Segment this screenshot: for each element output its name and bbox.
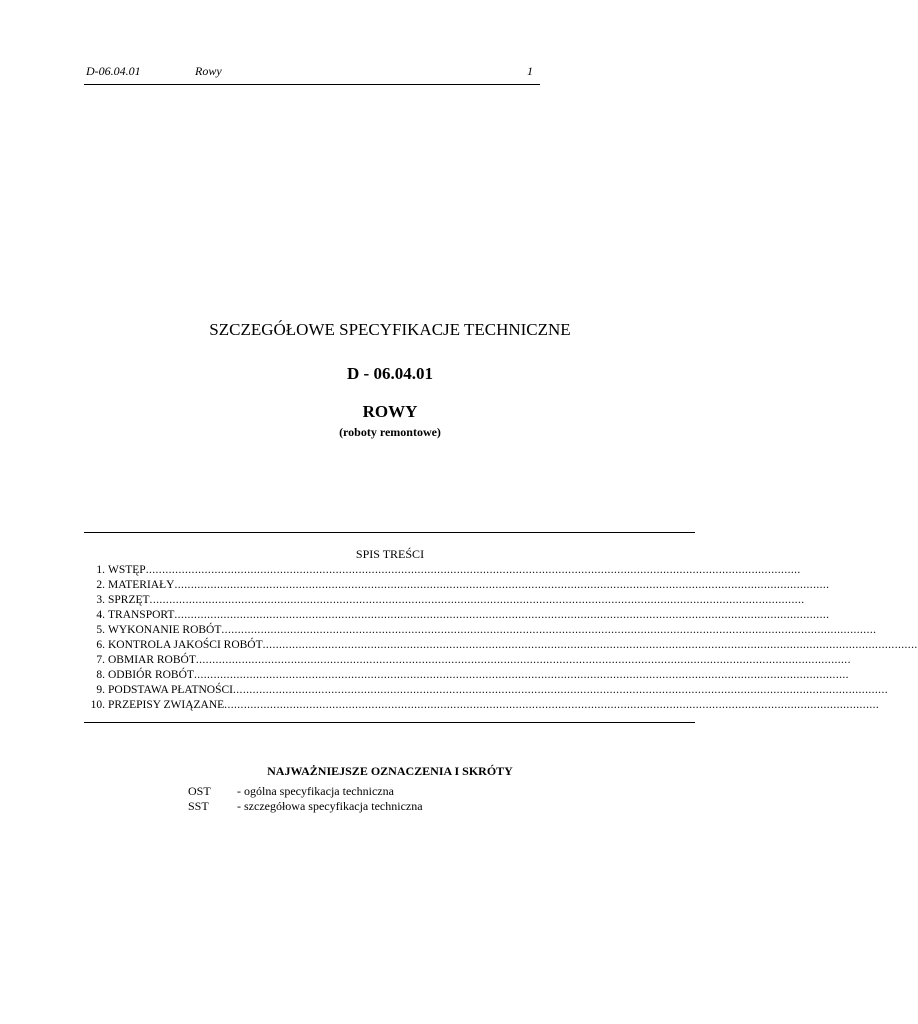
toc-leader-dots: ........................................................................................................................................................................................................ — [233, 684, 888, 696]
toc-item-number: 6. — [96, 639, 105, 651]
abbreviation-code: SST — [188, 799, 209, 813]
header-doc-name: Rowy — [195, 64, 222, 78]
toc-item — [84, 593, 805, 608]
toc-bottom-rule — [84, 722, 695, 723]
toc-item-label: WSTĘP — [108, 564, 146, 576]
header-page-number: 1 — [527, 64, 533, 78]
toc-leader-dots: ........................................................................................................................................................................................................ — [145, 564, 801, 576]
toc-item-number: 8. — [96, 669, 105, 681]
toc-item — [84, 578, 830, 593]
toc-leader-dots: ........................................................................................................................................................................................................ — [224, 699, 880, 711]
toc-leader-dots: ........................................................................................................................................................................................................ — [149, 594, 805, 606]
toc-leader-dots: ........................................................................................................................................................................................................ — [262, 639, 918, 651]
toc-item-label: ODBIÓR ROBÓT — [108, 669, 194, 681]
toc-item-label: PRZEPISY ZWIĄZANE — [108, 699, 225, 711]
toc-leader-dots: ........................................................................................................................................................................................................ — [174, 609, 830, 621]
toc-item — [84, 608, 830, 623]
toc-leader-dots: ........................................................................................................................................................................................................ — [221, 624, 877, 636]
spec-title: SZCZEGÓŁOWE SPECYFIKACJE TECHNICZNE — [209, 320, 571, 339]
toc-item-label: OBMIAR ROBÓT — [108, 654, 196, 666]
spec-subtitle: (roboty remontowe) — [339, 425, 441, 439]
toc-item-label: KONTROLA JAKOŚCI ROBÓT — [108, 639, 263, 651]
abbreviation-code: OST — [188, 784, 211, 798]
toc-leader-dots: ........................................................................................................................................................................................................ — [174, 579, 830, 591]
toc-item — [84, 638, 918, 653]
abbreviation-description: - ogólna specyfikacja techniczna — [237, 784, 394, 798]
toc-item — [84, 563, 801, 578]
toc-item — [84, 683, 888, 698]
toc-item-number: 2. — [96, 579, 105, 591]
abbreviation-item — [188, 784, 423, 799]
toc-item-number: 4. — [96, 609, 105, 621]
abbreviations-list — [188, 784, 423, 814]
toc-item — [84, 668, 849, 683]
toc-top-rule — [84, 532, 695, 533]
abbreviation-item — [188, 799, 423, 814]
abbreviation-description: - szczegółowa specyfikacja techniczna — [237, 799, 423, 813]
toc-item-label: PODSTAWA PŁATNOŚCI — [108, 684, 233, 696]
toc-item-label: WYKONANIE ROBÓT — [108, 624, 222, 636]
table-of-contents — [84, 563, 918, 713]
toc-item-number: 5. — [96, 624, 105, 636]
header-rule — [84, 84, 540, 85]
toc-item-label: TRANSPORT — [108, 609, 175, 621]
spec-code: D - 06.04.01 — [347, 364, 433, 383]
toc-item-number: 9. — [96, 684, 105, 696]
abbreviations-heading: NAJWAŻNIEJSZE OZNACZENIA I SKRÓTY — [267, 764, 513, 778]
toc-item — [84, 623, 877, 638]
toc-item — [84, 698, 880, 713]
toc-item-number: 7. — [96, 654, 105, 666]
toc-item-number: 3. — [96, 594, 105, 606]
toc-heading: SPIS TREŚCI — [355, 547, 425, 561]
toc-item — [84, 653, 851, 668]
toc-item-label: MATERIAŁY — [108, 579, 175, 591]
toc-item-number: 10. — [90, 699, 105, 711]
toc-leader-dots: ........................................................................................................................................................................................................ — [195, 654, 851, 666]
toc-item-number: 1. — [96, 564, 105, 576]
toc-leader-dots: ........................................................................................................................................................................................................ — [193, 669, 849, 681]
spec-name: ROWY — [362, 402, 418, 421]
toc-item-label: SPRZĘT — [108, 594, 150, 606]
header-doc-code: D-06.04.01 — [86, 64, 141, 78]
